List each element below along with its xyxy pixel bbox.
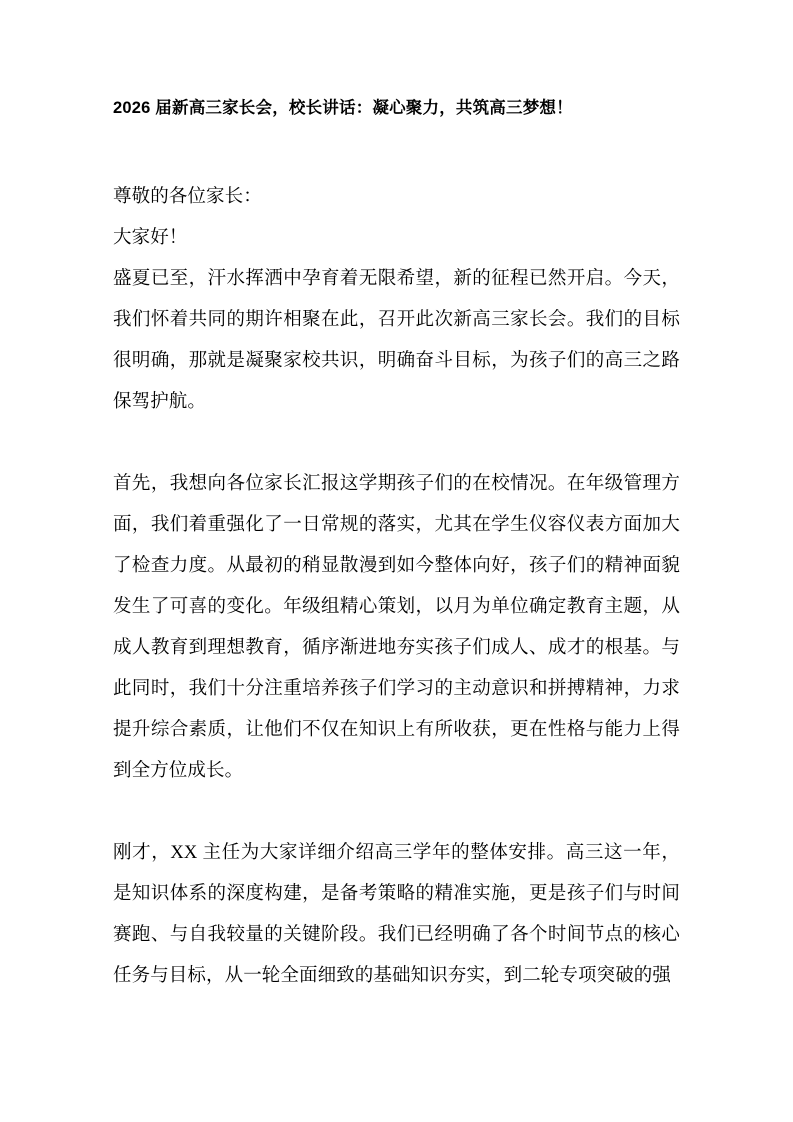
page-title: 2026 届新高三家长会，校长讲话：凝心聚力，共筑高三梦想！ — [113, 99, 573, 117]
paragraph-plan: 刚才，XX 主任为大家详细介绍高三学年的整体安排。高三这一年，是知识体系的深度构建，是备考策略的精准实施，更是孩子们与时间赛跑、与自我较量的关键阶段。我们已经明确了各个时间节点的核心任务与目标，从一轮全面细致的基础知识夯实，到二轮专项突破的强 — [113, 842, 680, 986]
document-body — [113, 96, 680, 997]
paragraph-spacer — [113, 792, 680, 833]
paragraph-greeting: 大家好！ — [113, 227, 188, 248]
paragraph-salutation: 尊敬的各位家长： — [113, 186, 262, 207]
title-spacer — [113, 121, 680, 177]
paragraph-report: 首先，我想向各位家长汇报这学期孩子们的在校情况。在年级管理方面，我们着重强化了一日常规的落实，尤其在学生仪容仪表方面加大了检查力度。从最初的稍显散漫到如今整体向好，孩子们的精神面貌发生了可喜的变化。年级组精心策划，以月为单位确定教育主题，从成人教育到理想教育，循序渐进地夯实孩子们成人、成才的根基。与此同时，我们十分注重培养孩子们学习的主动意识和拼搏精神，力求提升综合素质，让他们不仅在知识上有所收获，更在性格与能力上得到全方位成长。 — [113, 473, 680, 781]
paragraph-opening: 盛夏已至，汗水挥洒中孕育着无限希望，新的征程已然开启。今天，我们怀着共同的期许相聚在此，召开此次新高三家长会。我们的目标很明确，那就是凝聚家校共识，明确奋斗目标，为孩子们的高三之路保驾护航。 — [113, 268, 680, 412]
paragraph-spacer — [113, 423, 680, 464]
